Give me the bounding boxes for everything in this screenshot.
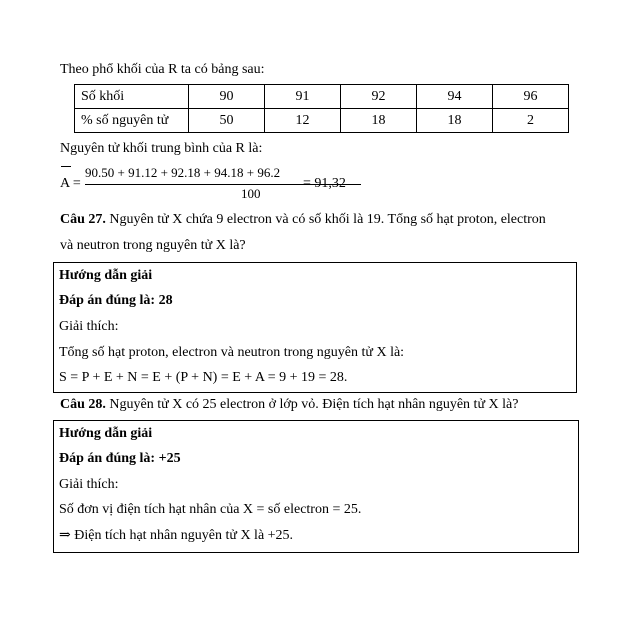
overline-mark [61,166,71,167]
explanation-label: Giải thích: [59,319,119,334]
guide-heading: Hướng dẫn giải [59,426,153,441]
intro-text: Theo phổ khối của R ta có bảng sau: [60,62,265,77]
table-cell: 12 [265,109,341,133]
table-cell: 91 [265,85,341,109]
question-27-number: Câu 27. [60,212,106,227]
table-row-label: % số nguyên tử [75,109,189,133]
table-cell: 18 [417,109,493,133]
equation-numerator: 90.50 + 91.12 + 92.18 + 94.18 + 96.2 [85,165,281,180]
question-27-text-cont: và neutron trong nguyên tử X là? [60,238,246,253]
table-cell: 96 [493,85,569,109]
table-cell: 2 [493,109,569,133]
question-27-text: Nguyên tử X chứa 9 electron và có số khối là 19. Tổng số hạt proton, electron [105,212,546,227]
table-cell: 18 [341,109,417,133]
table-row [75,109,569,133]
table-cell: 50 [189,109,265,133]
question-28 [60,396,518,414]
explanation-conclusion: ⇒ Điện tích hạt nhân nguyên tử X là +25. [59,528,294,543]
equation-result: = 91,32 [303,176,346,191]
explanation-label: Giải thích: [59,477,119,492]
question-27 [60,211,546,229]
table-cell: 94 [417,85,493,109]
table-cell: 92 [341,85,417,109]
question-28-text: Nguyên tử X có 25 electron ở lớp vỏ. Điện tích hạt nhân nguyên tử X là? [105,397,519,412]
correct-answer: Đáp án đúng là: +25 [59,451,181,466]
question-28-number: Câu 28. [60,397,106,412]
answer-box-27 [53,262,577,393]
table-row-label: Số khối [75,85,189,109]
average-mass-label: Nguyên tử khối trung bình của R là: [60,141,263,156]
answer-box-28 [53,420,579,553]
mass-number-table [74,84,569,133]
equation-denominator: 100 [241,186,261,201]
explanation-formula: S = P + E + N = E + (P + N) = E + A = 9 + 19 = 28. [59,370,348,385]
table-cell: 90 [189,85,265,109]
average-mass-equation [60,163,380,207]
explanation-line: Số đơn vị điện tích hạt nhân của X = số electron = 25. [59,502,362,517]
explanation-line: Tổng số hạt proton, electron và neutron trong nguyên tử X là: [59,345,405,360]
equation-lhs: A = [60,176,81,191]
correct-answer: Đáp án đúng là: 28 [59,293,173,308]
table-row [75,85,569,109]
guide-heading: Hướng dẫn giải [59,268,153,283]
